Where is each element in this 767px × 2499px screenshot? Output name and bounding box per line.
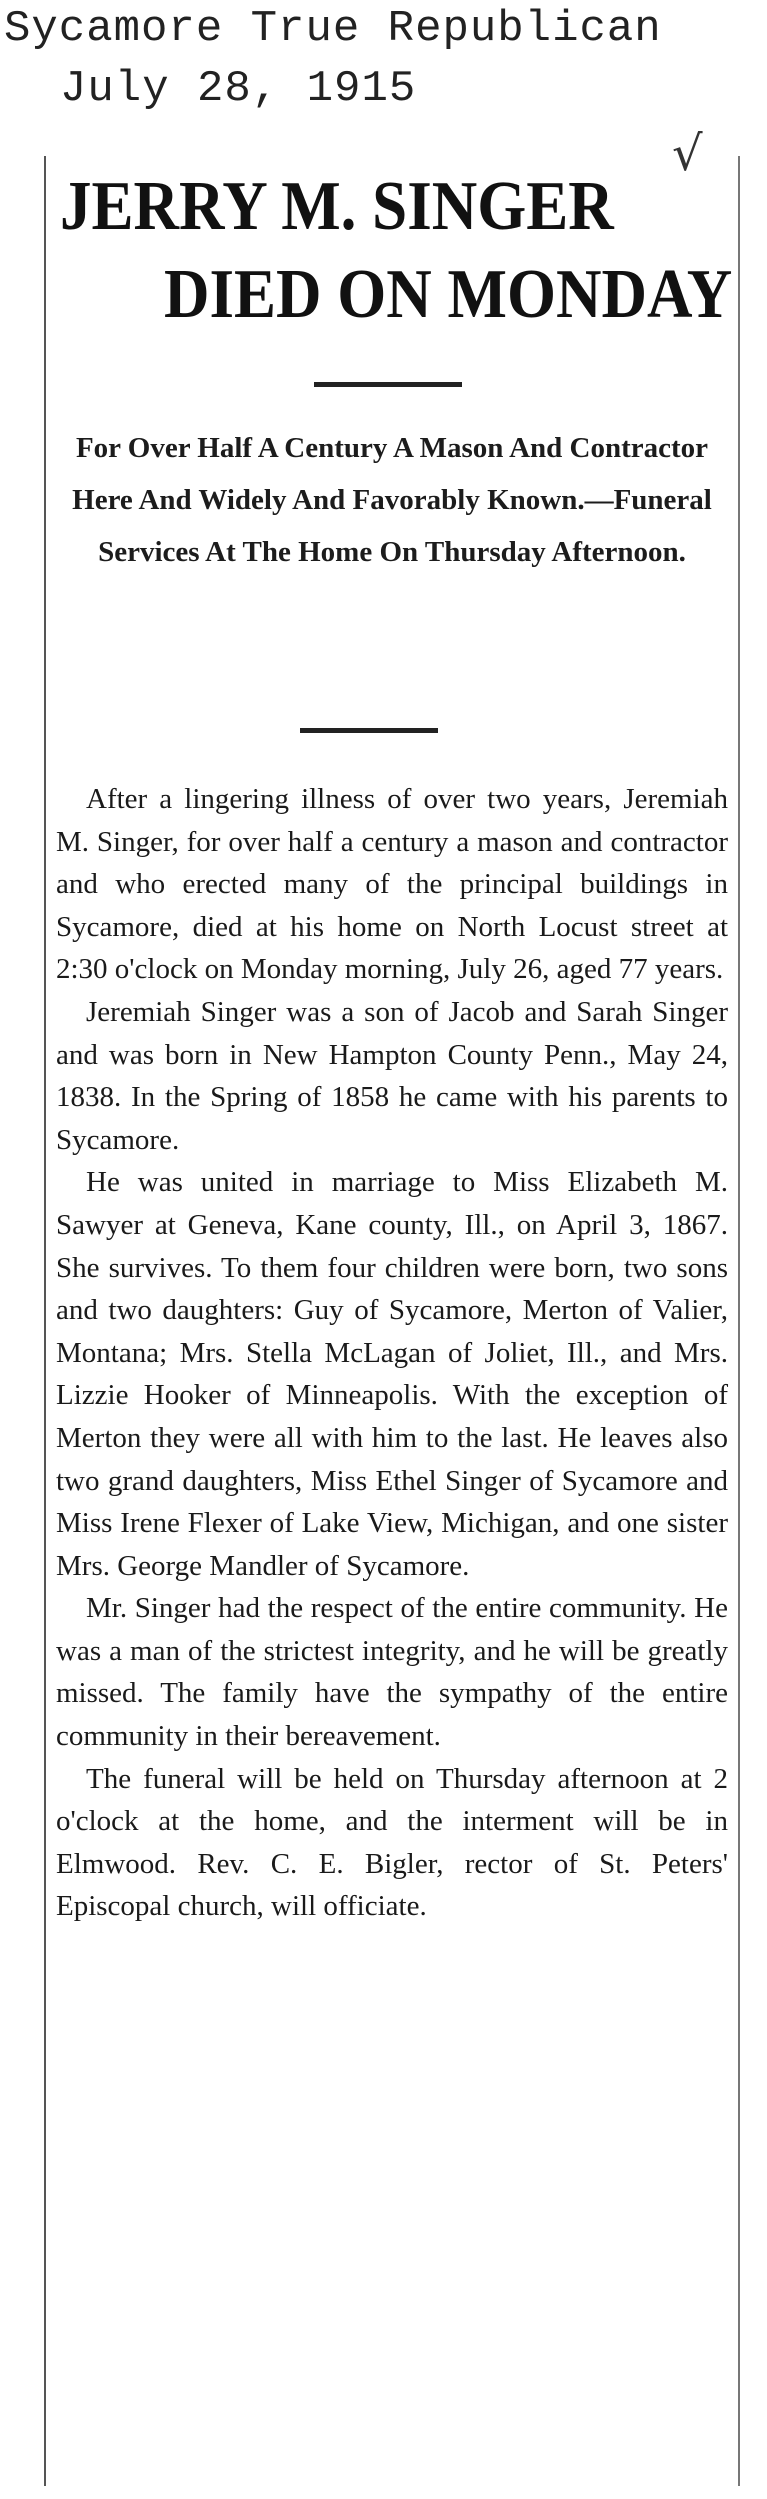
article-paragraph: Mr. Singer had the respect of the entire community. He was a man of the strictest integrity, and he will be greatly missed. The family have the sympathy of the entire community in their bereavement. — [56, 1592, 728, 1753]
subheadline: For Over Half A Century A Mason And Contractor Here And Widely And Favorably Known.—Funeral Services At The Home On Thursday Afternoon. — [72, 432, 712, 568]
article-paragraph: Jeremiah Singer was a son of Jacob and Sarah Singer and was born in New Hampton County Penn., May 24, 1838. In the Spring of 1858 he came with his parents to Sycamore. — [56, 995, 728, 1156]
article-paragraph: After a lingering illness of over two years, Jeremiah M. Singer, for over half a century a mason and contractor and who erected many of the principal buildings in Sycamore, died at his home on North Locust street at 2:30 o'clock on Monday morning, July 26, aged 77 years. — [56, 783, 728, 986]
headline-line-2: DIED ON MONDAY — [164, 256, 733, 333]
newspaper-clipping — [44, 156, 740, 2486]
article-body — [56, 778, 728, 1928]
subheadline-divider — [300, 728, 438, 733]
publication-name: Sycamore True Republican — [4, 4, 662, 54]
publication-date: July 28, 1915 — [60, 64, 417, 114]
check-mark-icon: √ — [672, 126, 703, 182]
headline-line-1: JERRY M. SINGER — [60, 168, 614, 245]
article-paragraph: The funeral will be held on Thursday afternoon at 2 o'clock at the home, and the interment will be in Elmwood. Rev. C. E. Bigler, rector of St. Peters' Episcopal church, will officiate. — [56, 1762, 728, 1923]
headline-divider — [314, 382, 462, 387]
article-paragraph: He was united in marriage to Miss Elizabeth M. Sawyer at Geneva, Kane county, Ill., on April 3, 1867. She survives. To them four children were born, two sons and two daughters: Guy of Sycamore, Merton of Valier, Montana; Mrs. Stella McLagan of Joliet, Ill., and Mrs. Lizzie Hooker of Minneapolis. With the exception of Merton they were all with him to the last. He leaves also two grand daughters, Miss Ethel Singer of Sycamore and Miss Irene Flexer of Lake View, Michigan, and one sister Mrs. George Mandler of Sycamore. — [56, 1166, 728, 1582]
